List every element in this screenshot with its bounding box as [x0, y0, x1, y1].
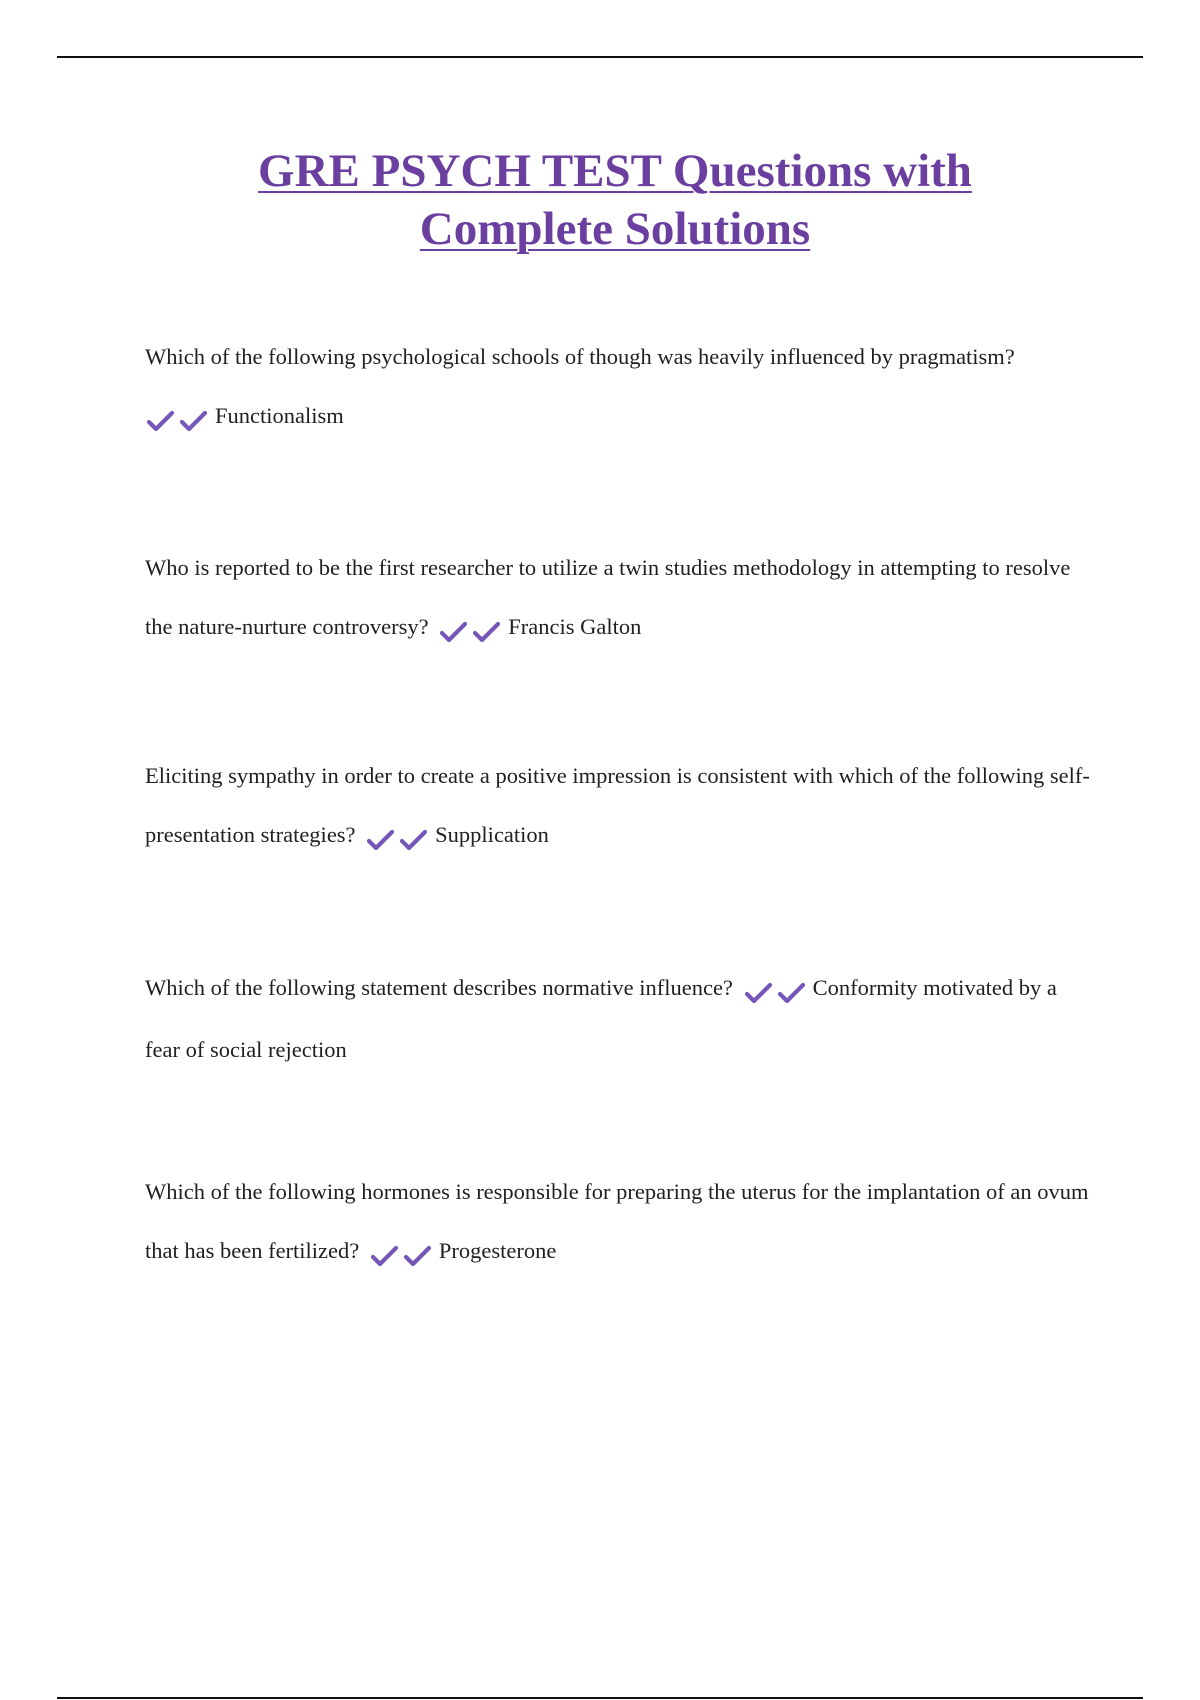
- answer-checkmarks: [440, 600, 506, 659]
- check-icon: [745, 982, 772, 1004]
- qa-item: [145, 1162, 1090, 1283]
- answer-checkmarks: [371, 1224, 437, 1283]
- answer-text: Supplication: [435, 822, 549, 847]
- qa-item: [145, 746, 1090, 867]
- check-icon: [440, 621, 467, 643]
- top-rule: [57, 56, 1143, 58]
- answer-text: Conformity motivated by a fear of social rejection: [145, 975, 1057, 1062]
- question-text: Who is reported to be the first researcher to utilize a twin studies methodology in attempting to resolve the nature-nurture controversy?: [145, 555, 1071, 639]
- answer-text: Progesterone: [438, 1238, 557, 1263]
- check-icon: [400, 829, 427, 851]
- check-icon: [367, 829, 394, 851]
- check-icon: [473, 621, 500, 643]
- answer-checkmarks: [367, 808, 433, 867]
- answer-text: Francis Galton: [508, 614, 642, 639]
- bottom-rule: [57, 1697, 1143, 1699]
- check-icon: [371, 1245, 398, 1267]
- answer-checkmarks: [147, 389, 213, 448]
- qa-item: [145, 538, 1090, 659]
- answer-text: Functionalism: [215, 403, 344, 428]
- question-text: Which of the following psychological schools of though was heavily influenced by pragmatism?: [145, 344, 1015, 369]
- qa-item: [145, 958, 1090, 1079]
- answer-checkmarks: [745, 961, 811, 1020]
- title-line-2: Complete Solutions: [419, 203, 811, 255]
- qa-item: [145, 327, 1090, 448]
- check-icon: [180, 410, 207, 432]
- check-icon: [404, 1245, 431, 1267]
- question-text: Which of the following hormones is responsible for preparing the uterus for the implantation of an ovum that has been fertilized?: [145, 1179, 1089, 1263]
- page-title: [0, 142, 1200, 258]
- check-icon: [147, 410, 174, 432]
- question-text: Eliciting sympathy in order to create a positive impression is consistent with which of the following self-presentation strategies?: [145, 763, 1090, 847]
- check-icon: [778, 982, 805, 1004]
- title-line-1: GRE PSYCH TEST Questions with: [258, 145, 972, 197]
- question-text: Which of the following statement describes normative influence?: [145, 975, 733, 1000]
